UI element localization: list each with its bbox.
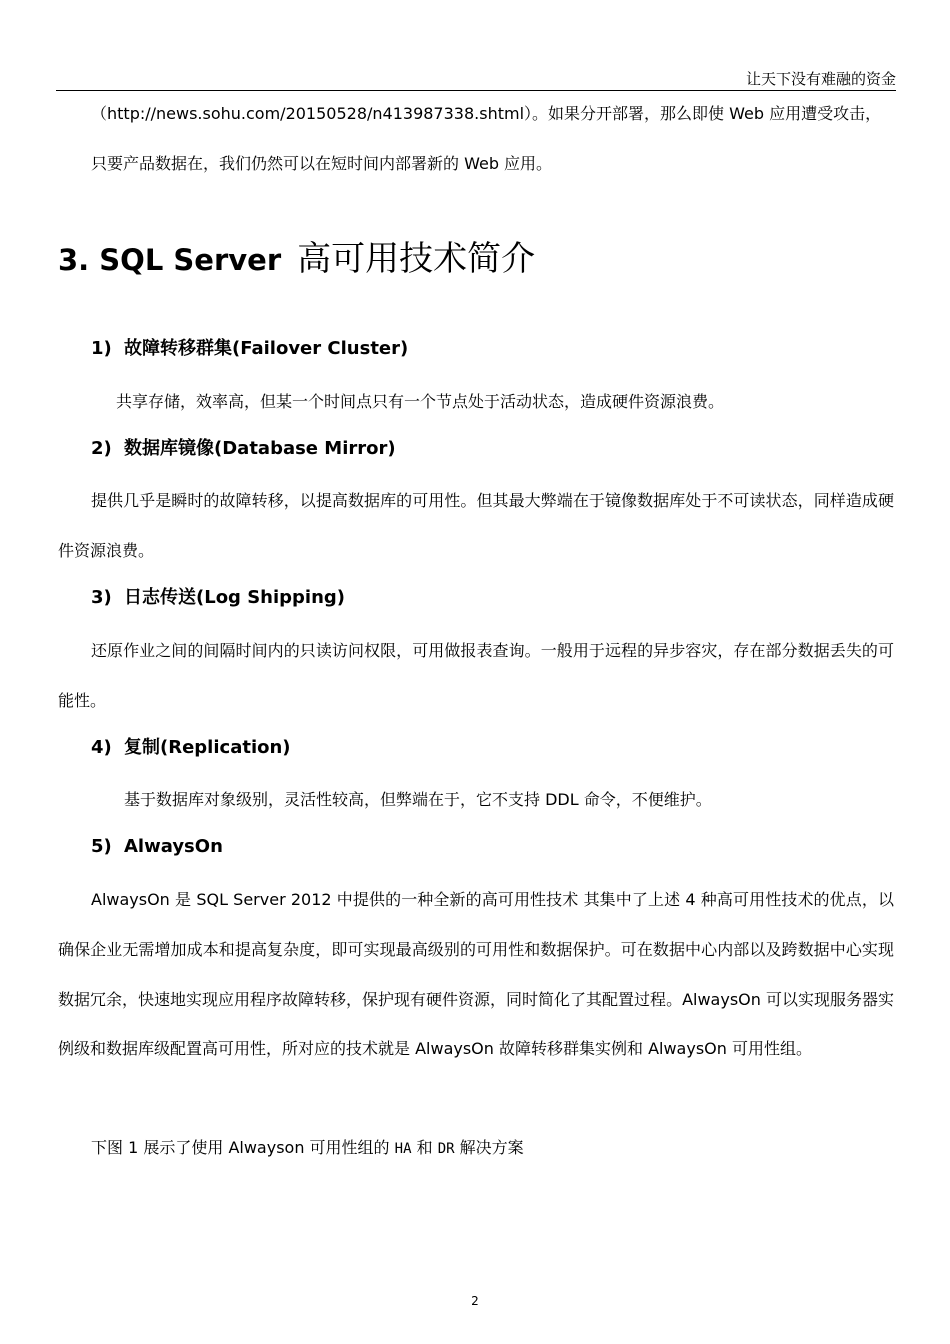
intro-line-2: 只要产品数据在，我们仍然可以在短时间内部署新的 Web 应用。 [91, 154, 553, 173]
item-number: 1) [91, 338, 112, 359]
item-body: 还原作业之间的间隔时间内的只读访问权限，可用做报表查询。一般用于远程的异步容灾，存在部分数据丢失的可能性。 [58, 641, 894, 710]
item-title: 日志传送(Log Shipping) [124, 587, 346, 608]
section-title-text: 高可用技术简介 [297, 239, 536, 279]
item-body: AlwaysOn 是 SQL Server 2012 中提供的一种全新的高可用性技术 其集中了上述 4 种高可用性技术的优点，以确保企业无需增加成本和提高复杂度，即可实现最高级别的可用性和数据保护。可在数据中心内部以及跨数据中心实现数据冗余，快速地实现应用程序故障转移，保护现有硬件资源，同时简化了其配置过程。AlwaysOn 可以实现服务器实例级和数据库级配置高可用性，所对应的技术就是 AlwaysOn 故障转移群集实例和 AlwaysOn 可用性组。 [58, 890, 894, 1059]
figure-intro-prefix: 下图 1 展示了使用 Alwayson 可用性组的 [91, 1138, 395, 1157]
item-body: 基于数据库对象级别，灵活性较高，但弊端在于，它不支持 DDL 命令，不便维护。 [124, 790, 712, 809]
item-body: 共享存储，效率高，但某一个时间点只有一个节点处于活动状态，造成硬件资源浪费。 [116, 392, 725, 411]
item-number: 5) [91, 836, 112, 857]
item-title: 数据库镜像(Database Mirror) [124, 438, 396, 459]
item-heading [91, 836, 223, 858]
section-title [58, 236, 535, 283]
page-header [56, 68, 896, 91]
item-heading [91, 737, 291, 759]
figure-intro-dr: DR [437, 1141, 455, 1157]
item-title: 故障转移群集(Failover Cluster) [124, 338, 409, 359]
figure-intro-suffix: 解决方案 [454, 1138, 524, 1157]
item-title: 复制(Replication) [124, 737, 291, 758]
item-number: 2) [91, 438, 112, 459]
page-number: 2 [471, 1294, 479, 1308]
item-number: 3) [91, 587, 112, 608]
intro-url: （http://news.sohu.com/20150528/n413987338.shtml） [91, 104, 533, 123]
item-heading [91, 338, 408, 360]
item-number: 4) [91, 737, 112, 758]
figure-intro-ha: HA [394, 1141, 412, 1157]
item-body: 提供几乎是瞬时的故障转移，以提高数据库的可用性。但其最大弊端在于镜像数据库处于不可读状态，同样造成硬件资源浪费。 [58, 491, 894, 560]
figure-intro-and: 和 [411, 1138, 438, 1157]
header-text: 让天下没有难融的资金 [745, 70, 896, 88]
item-title: AlwaysOn [124, 836, 223, 857]
section-number: 3. SQL Server [58, 243, 282, 277]
item-heading [91, 587, 345, 609]
figure-intro [91, 1138, 524, 1159]
intro-line-1-rest: 。如果分开部署，那么即使 Web 应用遭受攻击， [532, 104, 882, 123]
intro-line-1 [91, 104, 881, 124]
item-heading [91, 438, 396, 460]
